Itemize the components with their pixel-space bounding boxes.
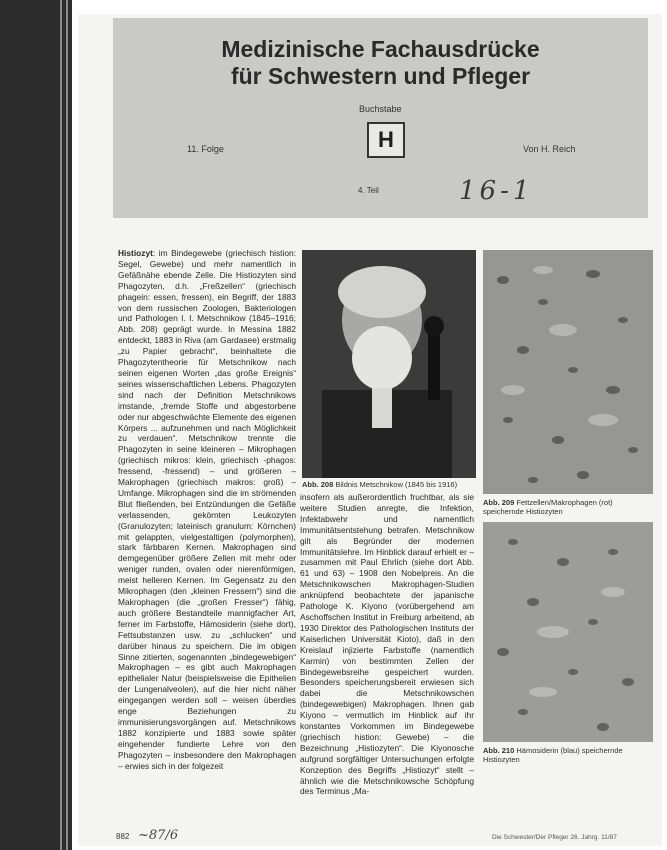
figure-208-number: Abb. 208 (302, 480, 334, 489)
micrograph-histiocytes-1 (483, 250, 653, 494)
author-label: Von H. Reich (523, 144, 576, 154)
micrograph-texture (483, 522, 653, 742)
figure-210-text: Hämosiderin (blau) speichernde Histiozyten (483, 746, 623, 764)
book-binding-shadow (0, 0, 72, 850)
handwritten-page-note: ~87/6 (138, 828, 179, 843)
figure-209-number: Abb. 209 (483, 498, 515, 507)
column-2-text: insofern als außerordentlich fruchtbar, als sie weitere Studien anregte, die Infektion, Infektabwehr und namentlich Immunitätsentstehung betrafen. Metschnikow gilt als Begründer der modernen Immunitätslehre. Im Hinblick darauf erhielt er – zusammen mit Paul Ehrlich (siehe dort Abb. 61 und 63) – 1908 den Nobelpreis. An die Metschnikowschen Makrophagen-Studien anknüpfend beobachtete der japanische Pathologe K. Kiyono (vorübergehend am Aschoffschen Institut in Freiburg arbeitend, ab 1930 Direktor des Pathologischen Instituts der Kaiserlichen Universität Kioto), daß in den Kreislauf injizierte Farbstoffe (namentlich Karmin) von bestimmten Zellen der Bindegewebsreihe gespeichert wurden. Besonders speicherungsbereit erwiesen sich dabei die Metschnikowschen (bindegewebigen) Makrophagen. Ihnen gab Kiyono – vermutlich im Hinblick auf ihr konstantes Vorkommen im Bindegewebe (griechisch histion: Gewebe) – die Bezeichnung „Histiozyten“. Die Kiyonosche aufgrund sorgfältiger Untersuchungen erfolgte Konzeption des Begriffs „Histiozyt“ stellt – ähnlich wie die Metschnikowsche Schöpfung des Terminus „Ma- (300, 492, 474, 797)
teil-label: 4. Teil (358, 186, 379, 195)
page-edge (66, 0, 68, 850)
page-edge (60, 0, 62, 850)
micrograph-texture (483, 250, 653, 494)
portrait-photo (302, 250, 476, 478)
header-banner (113, 18, 648, 218)
journal-footer: Die Schwester/Der Pfleger 26. Jahrg. 11/87 (492, 834, 617, 841)
title-line-1: Medizinische Fachausdrücke (221, 36, 540, 62)
folge-label: 11. Folge (187, 144, 224, 154)
column-1-text: : im Bindegewebe (griechisch histion: Segel, Gewebe) und mehr namentlich in Gefäßnähe ebende Zelle. Die Histiozyten sind Phagozyten, d.h. „Freßzellen“ (griechisch phagein: essen, fressen), ein Begriff, der 1883 von dem russischen Zoologen, Bakteriologen und Pathologen I. I. Metschnikow (1845–1916; Abb. 208) geprägt wurde. In Messina 1882 entdeckt, 1883 in Riva (am Gardasee) erstmalig „zu Papier gebracht“, beinhaltete die Phagozytentheorie für Metschnikow nach seinen eigenen Worten „das große Ereignis“ seines wissenschaftlichen Lebens. Phagozyten sind nach der Definition Metschnikows imstande, „fremde Stoffe und abgestorbene oder nur abgeschwächte Elemente des eigenen Körpers ... aufzunehmen und nach Möglichkeit zu verdauen“. Metschnikow trennte die Phagozyten in seine kleineren – Mikrophagen (griechisch mikros: klein, griechisch -phagos: fressend, -fressend) – und größeren – Makrophagen (griechisch makros: groß) – Umfange. Mikrophagen sind die im strömenden Blut fließenden, bei Entzündungen die Gefäße verlassenden, gekörnten Leukozyten (Granulozyten; lateinisch granulum: Körnchen) mit gelappten, vielgestaltigen (polymorphen), stark färbbaren Kernen. Makrophagen sind demgegenüber größere Zellen mit mehr oder weniger runden, ovalen oder nierenförmigen, meist helleren Kernen. Im Gegensatz zu den Mikrophagen (den „kleinen Fressern“) sind die Makrophagen (die „großen Fresser“) fähig, auch größere Bestandteile mannigfacher Art, ferner im Farbstoffe, Hämosiderin (siehe dort), Fettsubstanzen usw. zu „schlucken“ und darüber hinaus zu speichern. Die im obigen Sinne zitierten, sogenannten „bindegewebigen“ Makrophagen – es gibt auch Makrophagen epithelialer Natur (beispielsweise die Epithelien der Lungenalveolen), auf die hier nicht näher eingegangen werden soll – weisen überdies enge Beziehungen zu immunisierungsvorgängen auf. Metschnikows 1882 konzipierte und 1883 sowie später eingehender fundierte Lehre von den Phagozyten – insbesondere den Makrophagen – erwies sich in der folgezeit (118, 248, 296, 771)
figure-209-caption (483, 498, 655, 516)
article-column-2 (300, 492, 474, 820)
title-line-2: für Schwestern und Pfleger (230, 63, 531, 89)
buchstabe-label: Buchstabe (359, 104, 402, 114)
figure-208-caption (302, 480, 472, 489)
handwritten-note: 16-1 (459, 176, 534, 206)
article-column-1 (118, 248, 296, 808)
figure-209-text: Fettzellen/Makrophagen (rot) speichernde Histiozyten (483, 498, 613, 516)
letter-box: H (367, 122, 405, 158)
page-number: 882 (116, 832, 130, 841)
portrait-illustration (302, 250, 476, 478)
entry-headword: Histiozyt (118, 248, 153, 258)
figure-210-number: Abb. 210 (483, 746, 515, 755)
micrograph-histiocytes-2 (483, 522, 653, 742)
page-title (113, 36, 648, 90)
figure-208-text: Bildnis Metschnikow (1845 bis 1916) (335, 480, 458, 489)
figure-210-caption (483, 746, 655, 764)
